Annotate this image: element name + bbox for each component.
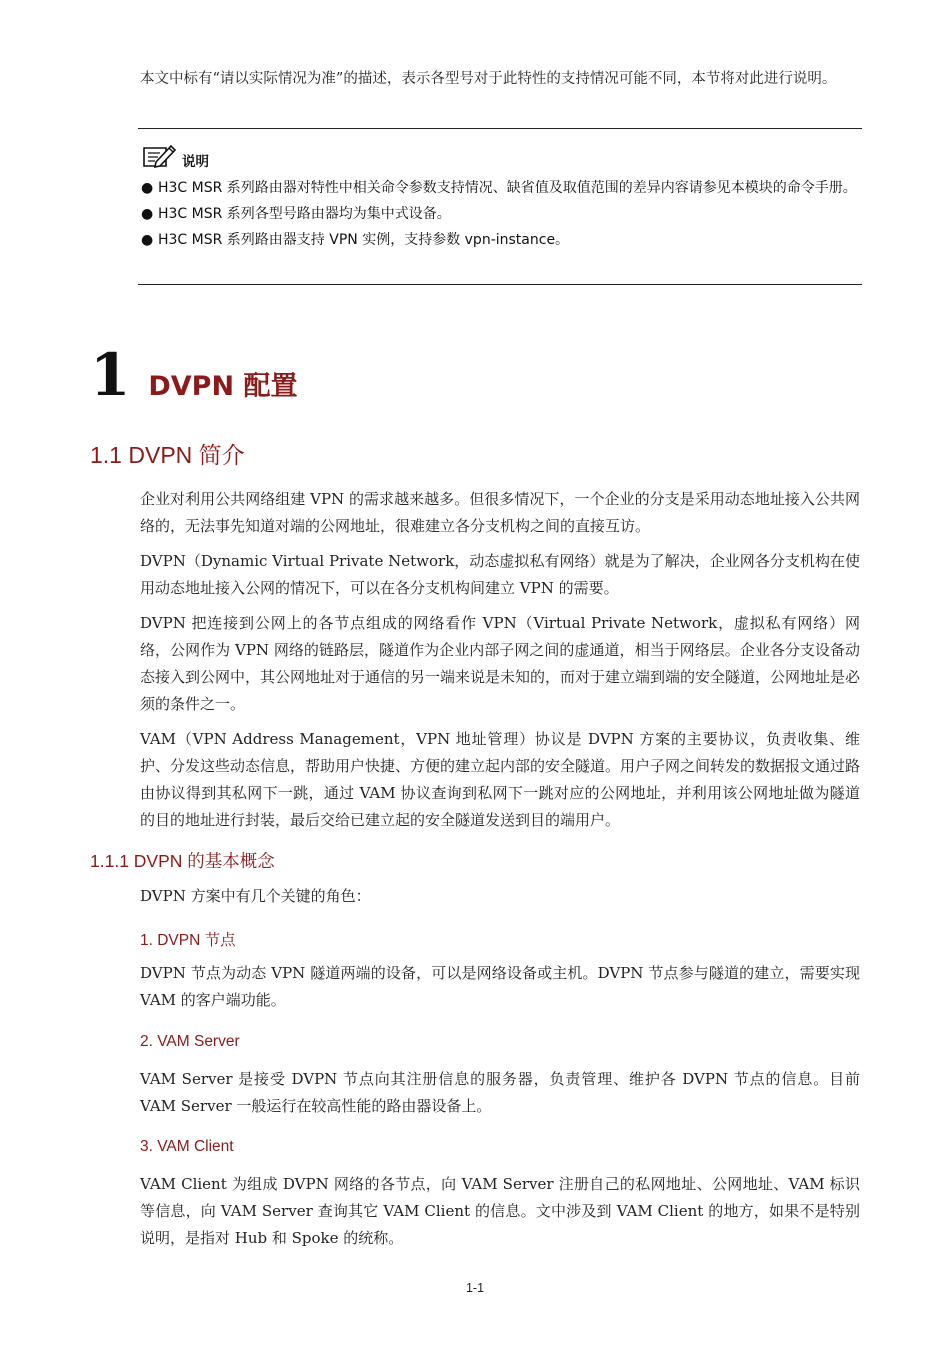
page-number: 1-1 [465,1281,485,1295]
body-paragraph: 企业对利用公共网络组建 VPN 的需求越来越多。但很多情况下，一个企业的分支是采用动态地址接入公共网络的，无法事先知道对端的公网地址，很难建立各分支机构之间的直接互访。 [140,490,860,535]
note-item: ● H3C MSR 系列路由器对特性中相关命令参数支持情况、缺省值及取值范围的差异内容请参见本模块的命令手册。 [138,177,862,199]
subheading-vam-server: 2. VAM Server [140,1033,240,1050]
chapter-heading [90,340,297,410]
note-box [138,128,862,285]
body-paragraph: VAM（VPN Address Management，VPN 地址管理）协议是 DVPN 方案的主要协议，负责收集、维护、分发这些动态信息，帮助用户快捷、方便的建立起内部的安全隧道。用户子网之间转发的数据报文通过路由协议得到其私网下一跳，通过 VAM 协议查询到私网下一跳对应的公网地址，并利用该公网地址做为隧道的目的地址进行封装，最后交给已建立起的安全隧道发送到目的端用户。 [140,730,861,829]
chapter-number: 1 [90,341,131,409]
bullet-icon: ● [141,180,154,196]
section-intro: DVPN 方案中有几个关键的角色： [140,887,371,905]
note-item: ● H3C MSR 系列路由器支持 VPN 实例，支持参数 vpn-instance。 [138,229,862,251]
pencil-note-icon [140,142,178,170]
subheading-dvpn-node: 1. DVPN 节点 [140,932,236,949]
section-heading-1-1-1: 1.1.1 DVPN 的基本概念 [90,851,275,871]
note-item: ● H3C MSR 系列各型号路由器均为集中式设备。 [138,203,862,225]
note-list [138,177,862,255]
intro-paragraph: 本文中标有“请以实际情况为准”的描述，表示各型号对于此特性的支持情况可能不同，本节将对此进行说明。 [140,71,837,87]
note-header [140,141,209,171]
bullet-icon: ● [141,206,154,222]
body-paragraph: DVPN 把连接到公网上的各节点组成的网络看作 VPN（Virtual Private Network，虚拟私有网络）网络，公网作为 VPN 网络的链路层，隧道作为企业内部子网之间的虚通道，相当于网络层。企业各分支设备动态接入到公网中，其公网地址对于通信的另一端来说是未知的，而对于建立端到端的安全隧道，公网地址是必须的条件之一。 [140,614,861,713]
body-paragraph: VAM Client 为组成 DVPN 网络的各节点，向 VAM Server 注册自己的私网地址、公网地址、VAM 标识等信息，向 VAM Server 查询其它 VAM Client 的信息。文中涉及到 VAM Client 的地方，如果不是特别说明，是指对 Hub 和 Spoke 的统称。 [140,1175,860,1247]
chapter-title: DVPN 配置 [148,371,298,402]
body-paragraph: DVPN 节点为动态 VPN 隧道两端的设备，可以是网络设备或主机。DVPN 节点参与隧道的建立，需要实现 VAM 的客户端功能。 [140,964,860,1009]
section-heading-1-1: 1.1 DVPN 简介 [90,442,245,468]
subheading-vam-client: 3. VAM Client [140,1138,234,1155]
section-1-1-body [140,486,860,842]
body-paragraph: DVPN（Dynamic Virtual Private Network，动态虚拟私有网络）就是为了解决，企业网各分支机构在使用动态地址接入公网的情况下，可以在各分支机构间建立 VPN 的需要。 [140,552,860,597]
note-title: 说明 [182,154,209,170]
body-paragraph: VAM Server 是接受 DVPN 节点向其注册信息的服务器，负责管理、维护各 DVPN 节点的信息。目前 VAM Server 一般运行在较高性能的路由器设备上。 [140,1070,860,1115]
bullet-icon: ● [141,232,154,248]
